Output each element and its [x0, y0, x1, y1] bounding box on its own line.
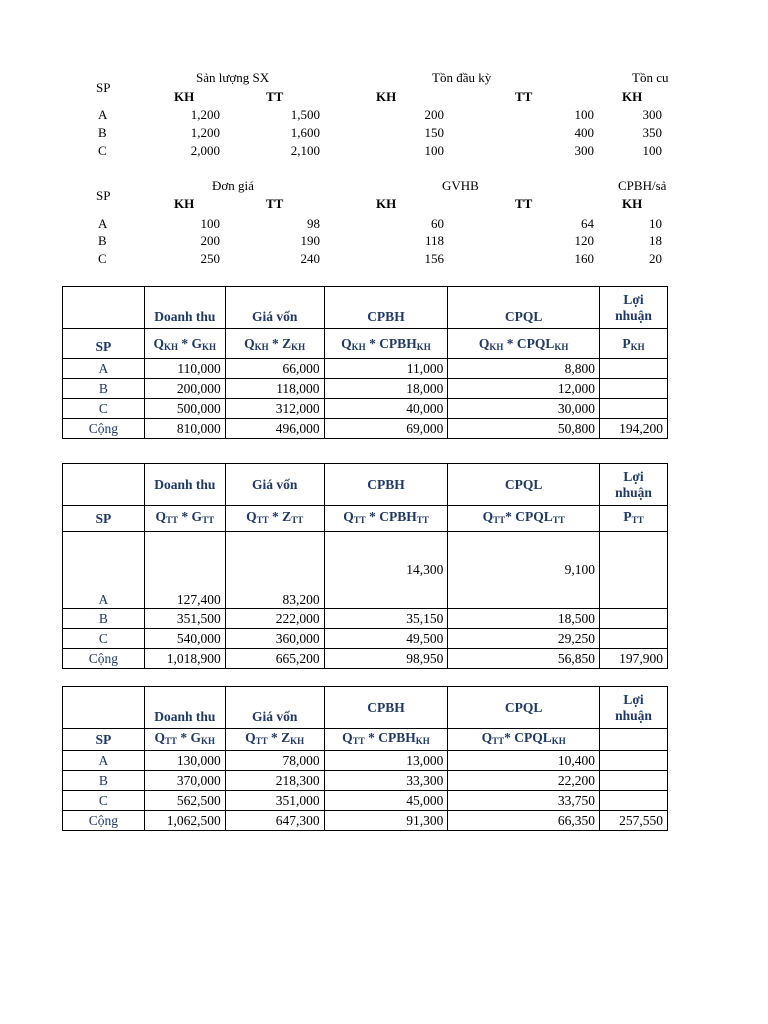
top1-group-title-2: Tồn đầu kỳ: [432, 70, 492, 85]
top2-cell: 118: [424, 233, 444, 248]
top2-cell: 18: [649, 233, 662, 248]
cell-profit: [600, 771, 668, 791]
table-header-empty: [63, 464, 145, 506]
total-selling-cost: 98,950: [324, 649, 448, 669]
col-header-revenue: Doanh thu: [144, 464, 225, 506]
table-row: [63, 609, 668, 629]
col-header-cogs: Giá vốn: [225, 287, 324, 329]
row-sp: B: [63, 609, 145, 629]
top2-cell: 240: [300, 251, 320, 266]
cell-selling-cost: 49,500: [324, 629, 448, 649]
top1-cell: 300: [642, 107, 662, 122]
table-row: [63, 751, 668, 771]
total-profit: 194,200: [600, 419, 668, 439]
top2-cell: 10: [649, 216, 662, 231]
total-label: Cộng: [63, 811, 145, 831]
cell-admin-cost: 8,800: [448, 359, 600, 379]
top2-cell: 64: [581, 216, 594, 231]
formula-profit: $P_{KH}$: [600, 329, 668, 359]
top1-cell: 1,600: [290, 125, 320, 140]
top2-row-sp: C: [98, 251, 107, 266]
cell-admin-cost: 29,250: [448, 629, 600, 649]
top2-sub-kh-2: KH: [376, 196, 397, 211]
top2-group-title-3: CPBH/sả: [618, 178, 667, 193]
top1-cell: 100: [574, 107, 594, 122]
table-row: [63, 629, 668, 649]
col-header-revenue: Doanh thu: [144, 687, 225, 729]
cell-admin-cost: 10,400: [448, 751, 600, 771]
row-sp: A: [63, 359, 145, 379]
row-sp: B: [63, 379, 145, 399]
formula-revenue: $Q_{TT} * G_{TT}$: [144, 506, 225, 532]
formula-admin-cost: $Q_{TT}*$ $CPQL_{KH}$: [448, 729, 600, 751]
top1-sub-kh-3: KH: [622, 89, 643, 104]
cell-cogs: 312,000: [225, 399, 324, 419]
top2-cell: 200: [200, 233, 220, 248]
col-header-admin-cost: CPQL: [448, 287, 600, 329]
table-adjusted: [62, 686, 668, 831]
row-sp: C: [63, 399, 145, 419]
col-header-admin-cost: CPQL: [448, 687, 600, 729]
top2-sub-tt-1: TT: [266, 196, 284, 211]
table-total-row: [63, 649, 668, 669]
col-header-cogs: Giá vốn: [225, 687, 324, 729]
col-header-selling-cost: CPBH: [324, 287, 448, 329]
cell-revenue: 562,500: [144, 791, 225, 811]
cell-selling-cost: 11,000: [324, 359, 448, 379]
top1-cell: 100: [642, 143, 662, 158]
cell-profit: [600, 751, 668, 771]
top1-cell: 150: [424, 125, 444, 140]
cell-cogs: 218,300: [225, 771, 324, 791]
top1-cell: 1,200: [190, 125, 220, 140]
table-row: [63, 399, 668, 419]
top-section: [0, 0, 668, 280]
top1-sub-kh-2: KH: [376, 89, 397, 104]
cell-selling-cost: 40,000: [324, 399, 448, 419]
col-header-profit: Lợi nhuận: [600, 687, 668, 729]
cell-selling-cost: 13,000: [324, 751, 448, 771]
formula-admin-cost: $Q_{TT}*$ $CPQL_{TT}$: [448, 506, 600, 532]
cell-profit: [600, 791, 668, 811]
total-profit: 257,550: [600, 811, 668, 831]
top2-row-sp: A: [98, 216, 108, 231]
top2-cell: 20: [649, 251, 662, 266]
formula-admin-cost: $Q_{KH}$ * $CPQL_{KH}$: [448, 329, 600, 359]
top2-cell: 190: [300, 233, 320, 248]
table-header-empty: [63, 687, 145, 729]
formula-revenue: $Q_{KH} * G_{KH}$: [144, 329, 225, 359]
row-sp: C: [63, 629, 145, 649]
formula-profit: [600, 729, 668, 751]
table-row: [63, 532, 668, 609]
cell-selling-cost: 33,300: [324, 771, 448, 791]
cell-profit: [600, 359, 668, 379]
row-sp: B: [63, 771, 145, 791]
top2-cell: 156: [424, 251, 444, 266]
cell-cogs: 360,000: [225, 629, 324, 649]
total-revenue: 810,000: [144, 419, 225, 439]
top2-cell: 60: [431, 216, 444, 231]
cell-cogs: 222,000: [225, 609, 324, 629]
cell-profit: [600, 629, 668, 649]
formula-cogs: $Q_{TT} * Z_{TT}$: [225, 506, 324, 532]
cell-profit: [600, 379, 668, 399]
table-total-row: [63, 419, 668, 439]
top1-cell: 350: [642, 125, 662, 140]
cell-selling-cost: 35,150: [324, 609, 448, 629]
col-header-sp: SP: [63, 729, 145, 751]
row-sp: A: [63, 751, 145, 771]
cell-revenue: 110,000: [144, 359, 225, 379]
formula-cogs: $Q_{TT} * Z_{KH}$: [225, 729, 324, 751]
top1-cell: 300: [574, 143, 594, 158]
col-header-revenue: Doanh thu: [144, 287, 225, 329]
top1-sub-tt-2: TT: [515, 89, 533, 104]
col-header-profit: Lợi nhuận: [600, 287, 668, 329]
cell-cogs: 351,000: [225, 791, 324, 811]
table-actual: [62, 463, 668, 669]
cell-revenue: 540,000: [144, 629, 225, 649]
formula-selling-cost: $Q_{TT}$ * $CPBH_{TT}$: [324, 506, 448, 532]
top2-cell: 100: [200, 216, 220, 231]
cell-revenue: 351,500: [144, 609, 225, 629]
cell-admin-cost: 12,000: [448, 379, 600, 399]
cell-profit: [600, 609, 668, 629]
cell-cogs: 66,000: [225, 359, 324, 379]
total-selling-cost: 69,000: [324, 419, 448, 439]
col-header-profit: Lợi nhuận: [600, 464, 668, 506]
top1-row-sp: A: [98, 107, 108, 122]
formula-revenue: $Q_{TT} * G_{KH}$: [144, 729, 225, 751]
table-row: [63, 791, 668, 811]
top1-sub-kh-1: KH: [174, 89, 195, 104]
total-revenue: 1,018,900: [144, 649, 225, 669]
top1-cell: 1,500: [290, 107, 320, 122]
total-cogs: 665,200: [225, 649, 324, 669]
cell-revenue: 500,000: [144, 399, 225, 419]
top2-sub-tt-2: TT: [515, 196, 533, 211]
cell-admin-cost: 33,750: [448, 791, 600, 811]
col-header-sp: SP: [63, 506, 145, 532]
top2-sub-kh-1: KH: [174, 196, 195, 211]
top1-cell: 2,000: [190, 143, 220, 158]
formula-selling-cost: $Q_{KH}$ * $CPBH_{KH}$: [324, 329, 448, 359]
cell-cogs: 83,200: [225, 532, 324, 609]
total-cogs: 496,000: [225, 419, 324, 439]
col-header-admin-cost: CPQL: [448, 464, 600, 506]
cell-revenue: 200,000: [144, 379, 225, 399]
total-cogs: 647,300: [225, 811, 324, 831]
total-admin-cost: 56,850: [448, 649, 600, 669]
cell-admin-cost: 30,000: [448, 399, 600, 419]
col-header-selling-cost: CPBH: [324, 464, 448, 506]
top2-cell: 98: [307, 216, 320, 231]
top2-sp-label: SP: [96, 188, 111, 203]
cell-admin-cost: 18,500: [448, 609, 600, 629]
table-plan: [62, 286, 668, 439]
col-header-cogs: Giá vốn: [225, 464, 324, 506]
col-header-selling-cost: CPBH: [324, 687, 448, 729]
total-profit: 197,900: [600, 649, 668, 669]
total-admin-cost: 66,350: [448, 811, 600, 831]
top1-cell: 400: [574, 125, 594, 140]
total-admin-cost: 50,800: [448, 419, 600, 439]
top1-cell: 200: [424, 107, 444, 122]
cell-admin-cost: 9,100: [448, 532, 600, 609]
row-sp: A: [63, 532, 145, 609]
cell-admin-cost: 22,200: [448, 771, 600, 791]
cell-selling-cost: 45,000: [324, 791, 448, 811]
table-header-empty: [63, 287, 145, 329]
total-label: Cộng: [63, 649, 145, 669]
formula-cogs: $Q_{KH} * Z_{KH}$: [225, 329, 324, 359]
cell-profit: [600, 399, 668, 419]
table-row: [63, 771, 668, 791]
top1-sub-tt-1: TT: [266, 89, 284, 104]
total-revenue: 1,062,500: [144, 811, 225, 831]
cell-profit: [600, 532, 668, 609]
cell-cogs: 78,000: [225, 751, 324, 771]
top1-sp-label: SP: [96, 80, 111, 95]
top2-cell: 120: [574, 233, 594, 248]
top1-cell: 100: [424, 143, 444, 158]
top1-group-title-3: Tồn cu: [632, 70, 668, 85]
top1-row-sp: B: [98, 125, 107, 140]
top2-row-sp: B: [98, 233, 107, 248]
table-total-row: [63, 811, 668, 831]
formula-selling-cost: $Q_{TT}$ * $CPBH_{KH}$: [324, 729, 448, 751]
cell-revenue: 370,000: [144, 771, 225, 791]
cell-cogs: 118,000: [225, 379, 324, 399]
top1-cell: 1,200: [190, 107, 220, 122]
table-row: [63, 359, 668, 379]
cell-selling-cost: 14,300: [324, 532, 448, 609]
cell-selling-cost: 18,000: [324, 379, 448, 399]
top2-sub-kh-3: KH: [622, 196, 643, 211]
top1-row-sp: C: [98, 143, 107, 158]
total-label: Cộng: [63, 419, 145, 439]
top2-group-title-2: GVHB: [442, 178, 479, 193]
top1-group-title-1: Sản lượng SX: [196, 70, 270, 85]
cell-revenue: 130,000: [144, 751, 225, 771]
total-selling-cost: 91,300: [324, 811, 448, 831]
formula-profit: $P_{TT}$: [600, 506, 668, 532]
col-header-sp: SP: [63, 329, 145, 359]
top2-cell: 160: [574, 251, 594, 266]
top2-cell: 250: [200, 251, 220, 266]
cell-revenue: 127,400: [144, 532, 225, 609]
top1-cell: 2,100: [290, 143, 320, 158]
table-row: [63, 379, 668, 399]
row-sp: C: [63, 791, 145, 811]
top2-group-title-1: Đơn giá: [212, 178, 254, 193]
